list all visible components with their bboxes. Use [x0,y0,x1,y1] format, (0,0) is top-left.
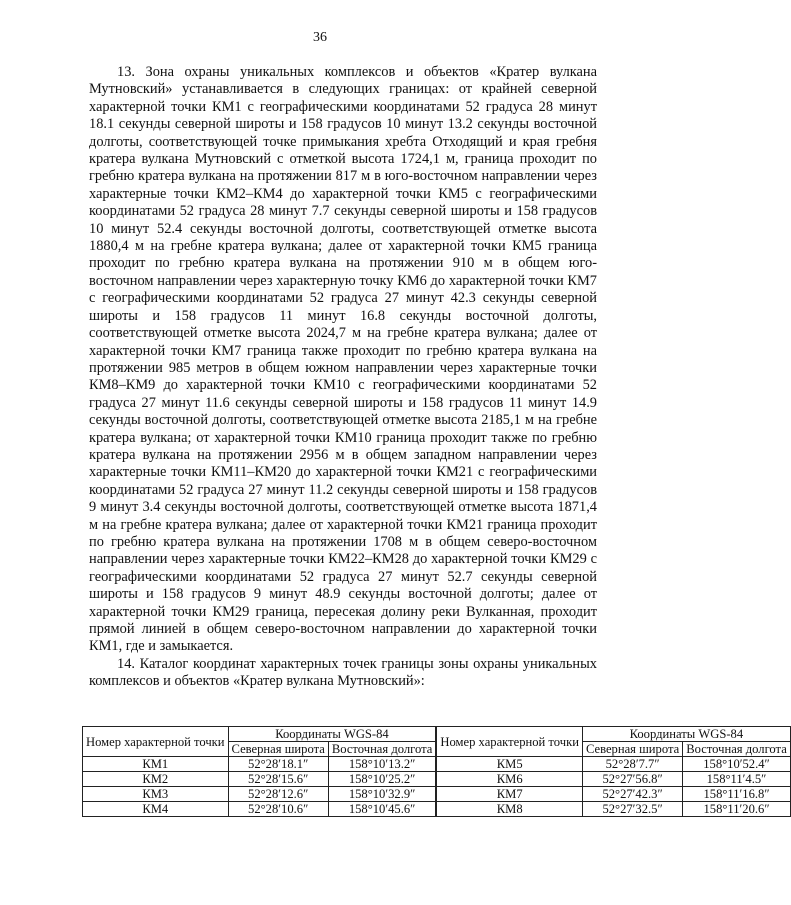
header-point-number: Номер характерной точки [83,727,229,757]
table-row [437,757,790,772]
latitude-cell: 52°27′56.8″ [582,772,682,787]
coordinate-table-right [436,726,790,817]
coordinate-tables [82,726,787,817]
latitude-cell: 52°27′32.5″ [582,802,682,817]
table-row [83,802,436,817]
point-cell: КМ6 [437,772,583,787]
latitude-cell: 52°28′7.7″ [582,757,682,772]
latitude-cell: 52°28′12.6″ [228,787,328,802]
point-cell: КМ3 [83,787,229,802]
table-row [437,802,790,817]
header-latitude: Северная широта [228,742,328,757]
coordinate-table-left [82,726,436,817]
longitude-cell: 158°11′20.6″ [683,802,791,817]
latitude-cell: 52°28′18.1″ [228,757,328,772]
latitude-cell: 52°28′10.6″ [228,802,328,817]
paragraph-14: 14. Каталог координат характерных точек границы зоны охраны уникальных комплексов и объектов «Кратер вулкана Мутновский»: [89,655,597,690]
header-point-number: Номер характерной точки [437,727,583,757]
table-row [437,787,790,802]
longitude-cell: 158°11′16.8″ [683,787,791,802]
longitude-cell: 158°10′13.2″ [328,757,436,772]
point-cell: КМ5 [437,757,583,772]
table-row [83,787,436,802]
table-row [83,772,436,787]
point-cell: КМ2 [83,772,229,787]
point-cell: КМ4 [83,802,229,817]
point-cell: КМ1 [83,757,229,772]
header-coordinates: Координаты WGS-84 [228,727,436,742]
header-latitude: Северная широта [582,742,682,757]
latitude-cell: 52°28′15.6″ [228,772,328,787]
point-cell: КМ8 [437,802,583,817]
paragraph-13: 13. Зона охраны уникальных комплексов и объектов «Кратер вулкана Мутновский» устанавливается в следующих границах: от крайней северной характерной точки КМ1 с географическими координатами 52 градуса 28 минут 18.1 секунды северной широты и 158 градусов 10 минут 13.2 секунды восточной долготы, соответствующей точке примыкания хребта Отходящий и края гребня кратера вулкана Мутновский с отметкой высота 1724,1 м, граница проходит по гребню кратера вулкана на протяжении 817 м в юго-восточном направлении через характерные точки КМ2–КМ4 до характерной точки КМ5 с географическими координатами 52 градуса 28 минут 7.7 секунды северной широты и 158 градусов 10 минут 52.4 секунды восточной долготы, соответствующей отметке высота 1880,4 м на гребне кратера вулкана; далее от характерной точки КМ5 граница проходит по гребню кратера вулкана на протяжении 910 м в общем юго-восточном направлении через характерную точку КМ6 до характерной точки КМ7 с географическими координатами 52 градуса 27 минут 42.3 секунды северной широты и 158 градусов 11 минут 16.8 секунды восточной долготы, соответствующей отметке высота 2024,7 м на гребне кратера вулкана; далее от характерной точки КМ7 граница также проходит по гребню кратера вулкана на протяжении 985 метров в общем южном направлении через характерные точки КМ8–КМ9 до характерной точки КМ10 с географическими координатами 52 градуса 27 минут 11.6 секунды северной широты и 158 градусов 11 минут 14.9 секунды восточной долготы, соответствующей отметке высота 2185,1 м на гребне кратера вулкана; от характерной точки КМ10 граница проходит также по гребню кратера вулкана на протяжении 2956 м в общем западном направлении через характерные точки КМ11–КМ20 до характерной точки КМ21 с географическими координатами 52 градуса 27 минут 11.2 секунды северной широты и 158 градусов 9 минут 3.4 секунды восточной долготы, соответствующей отметке высота 1871,4 м на гребне кратера вулкана; далее от характерной точки КМ21 граница проходит по гребню кратера вулкана на протяжении 1708 м в общем северо-восточном направлении через характерные точки КМ22–КМ28 до характерной точки КМ29 с географическими координатами 52 градуса 27 минут 52.7 секунды северной широты и 158 градусов 9 минут 48.9 секунды восточной долготы; далее от характерной точки КМ29 граница, пересекая долину реки Вулканная, проходит прямой линией в общем северо-восточном направлении до характерной точки КМ1, где и замыкается. [89,64,597,655]
table-row [83,757,436,772]
longitude-cell: 158°10′25.2″ [328,772,436,787]
latitude-cell: 52°27′42.3″ [582,787,682,802]
longitude-cell: 158°10′52.4″ [683,757,791,772]
page-number: 36 [313,30,327,45]
longitude-cell: 158°10′32.9″ [328,787,436,802]
longitude-cell: 158°11′4.5″ [683,772,791,787]
header-coordinates: Координаты WGS-84 [582,727,790,742]
document-body [89,64,597,691]
table-row [437,772,790,787]
longitude-cell: 158°10′45.6″ [328,802,436,817]
point-cell: КМ7 [437,787,583,802]
header-longitude: Восточная долгота [683,742,791,757]
header-longitude: Восточная долгота [328,742,436,757]
